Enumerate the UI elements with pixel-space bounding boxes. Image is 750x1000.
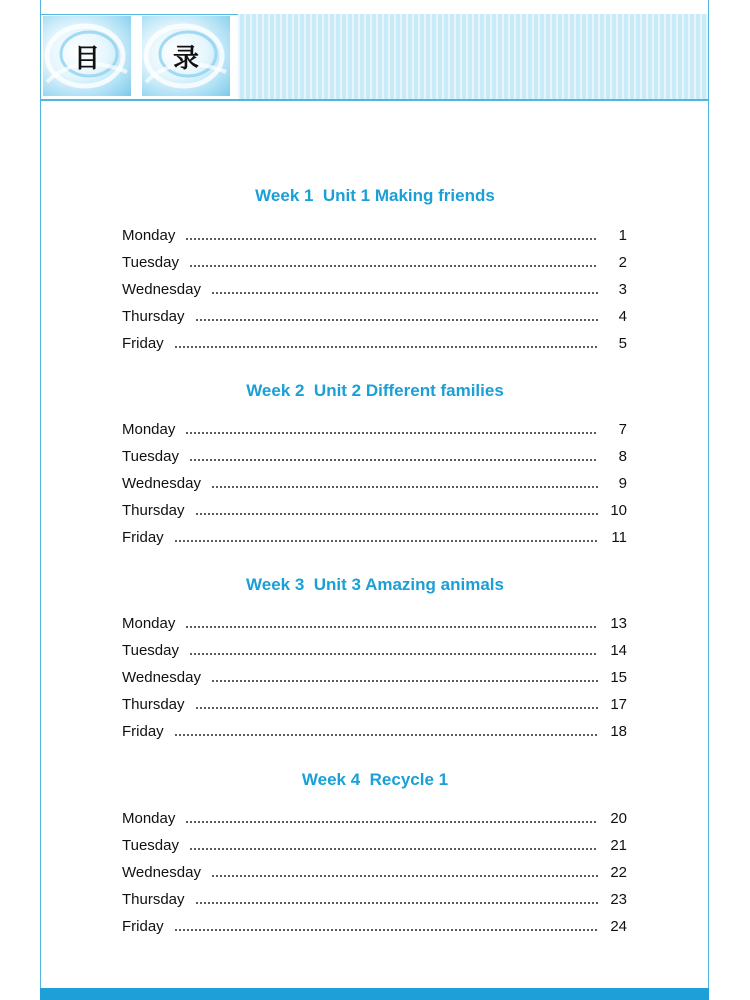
entry-day: Wednesday (122, 475, 201, 492)
dot-leader (211, 486, 598, 488)
entry-day: Monday (122, 615, 176, 632)
dot-leader (189, 459, 598, 461)
entry-page-number: 13 (610, 615, 627, 632)
dot-leader (185, 821, 598, 823)
dot-leader (185, 432, 598, 434)
toc-entry[interactable] (122, 278, 627, 298)
entry-day: Wednesday (122, 864, 201, 881)
toc-entry[interactable] (122, 305, 627, 325)
entry-page-number: 11 (611, 529, 627, 546)
dot-leader (189, 848, 598, 850)
toc-entry[interactable] (122, 834, 627, 854)
entry-day: Tuesday (122, 254, 179, 271)
header-band (238, 14, 708, 99)
dot-leader (195, 707, 598, 709)
entry-day: Monday (122, 421, 176, 438)
entry-day: Thursday (122, 308, 185, 325)
entry-day: Monday (122, 810, 176, 827)
entry-page-number: 21 (610, 837, 627, 854)
dot-leader (174, 734, 598, 736)
toc-entry[interactable] (122, 888, 627, 908)
dot-leader (195, 513, 598, 515)
entry-page-number: 24 (610, 918, 627, 935)
toc-entry[interactable] (122, 472, 627, 492)
dot-leader (174, 346, 598, 348)
entry-page-number: 7 (618, 421, 627, 438)
toc-entry[interactable] (122, 666, 627, 686)
entry-day: Monday (122, 227, 176, 244)
entry-day: Tuesday (122, 642, 179, 659)
entry-day: Tuesday (122, 448, 179, 465)
toc-entry[interactable] (122, 612, 627, 632)
toc-entry[interactable] (122, 807, 627, 827)
toc-entry[interactable] (122, 418, 627, 438)
dot-leader (174, 929, 598, 931)
entry-page-number: 8 (618, 448, 627, 465)
entry-page-number: 5 (618, 335, 627, 352)
toc-entry[interactable] (122, 720, 627, 740)
entry-page-number: 2 (618, 254, 627, 271)
section-title: Week 2 Unit 2 Different families (246, 381, 504, 400)
title-tile-1 (43, 16, 131, 96)
entry-day: Thursday (122, 891, 185, 908)
title-tile-2 (142, 16, 230, 96)
entry-page-number: 22 (610, 864, 627, 881)
entry-page-number: 20 (610, 810, 627, 827)
dot-leader (185, 626, 598, 628)
entry-day: Friday (122, 918, 164, 935)
section-title: Week 3 Unit 3 Amazing animals (246, 575, 504, 594)
dot-leader (211, 680, 598, 682)
dot-leader (195, 319, 598, 321)
dot-leader (189, 653, 598, 655)
toc-entry[interactable] (122, 693, 627, 713)
dot-leader (185, 238, 598, 240)
entry-page-number: 14 (610, 642, 627, 659)
toc-entry[interactable] (122, 445, 627, 465)
entry-page-number: 18 (610, 723, 627, 740)
entry-page-number: 4 (618, 308, 627, 325)
entry-day: Friday (122, 723, 164, 740)
entry-page-number: 23 (610, 891, 627, 908)
entry-day: Wednesday (122, 669, 201, 686)
toc-entry[interactable] (122, 332, 627, 352)
toc-entry[interactable] (122, 526, 627, 546)
section-title: Week 1 Unit 1 Making friends (255, 186, 495, 205)
entry-page-number: 3 (618, 281, 627, 298)
entry-day: Thursday (122, 502, 185, 519)
footer-bar (40, 988, 709, 1000)
title-char-lu: 录 (172, 43, 199, 74)
toc-entry[interactable] (122, 639, 627, 659)
toc-entry[interactable] (122, 251, 627, 271)
entry-page-number: 9 (618, 475, 627, 492)
title-char-mu: 目 (73, 43, 100, 74)
entry-page-number: 10 (610, 502, 627, 519)
toc-entry[interactable] (122, 224, 627, 244)
toc-entry[interactable] (122, 861, 627, 881)
dot-leader (189, 265, 598, 267)
header-rule (40, 99, 709, 101)
toc-entry[interactable] (122, 915, 627, 935)
entry-page-number: 17 (610, 696, 627, 713)
entry-day: Friday (122, 529, 164, 546)
entry-day: Wednesday (122, 281, 201, 298)
entry-day: Tuesday (122, 837, 179, 854)
dot-leader (211, 292, 598, 294)
entry-page-number: 15 (610, 669, 627, 686)
entry-day: Friday (122, 335, 164, 352)
entry-day: Thursday (122, 696, 185, 713)
dot-leader (211, 875, 598, 877)
toc-entry[interactable] (122, 499, 627, 519)
section-title: Week 4 Recycle 1 (301, 770, 449, 789)
entry-page-number: 1 (618, 227, 627, 244)
dot-leader (195, 902, 598, 904)
dot-leader (174, 540, 598, 542)
